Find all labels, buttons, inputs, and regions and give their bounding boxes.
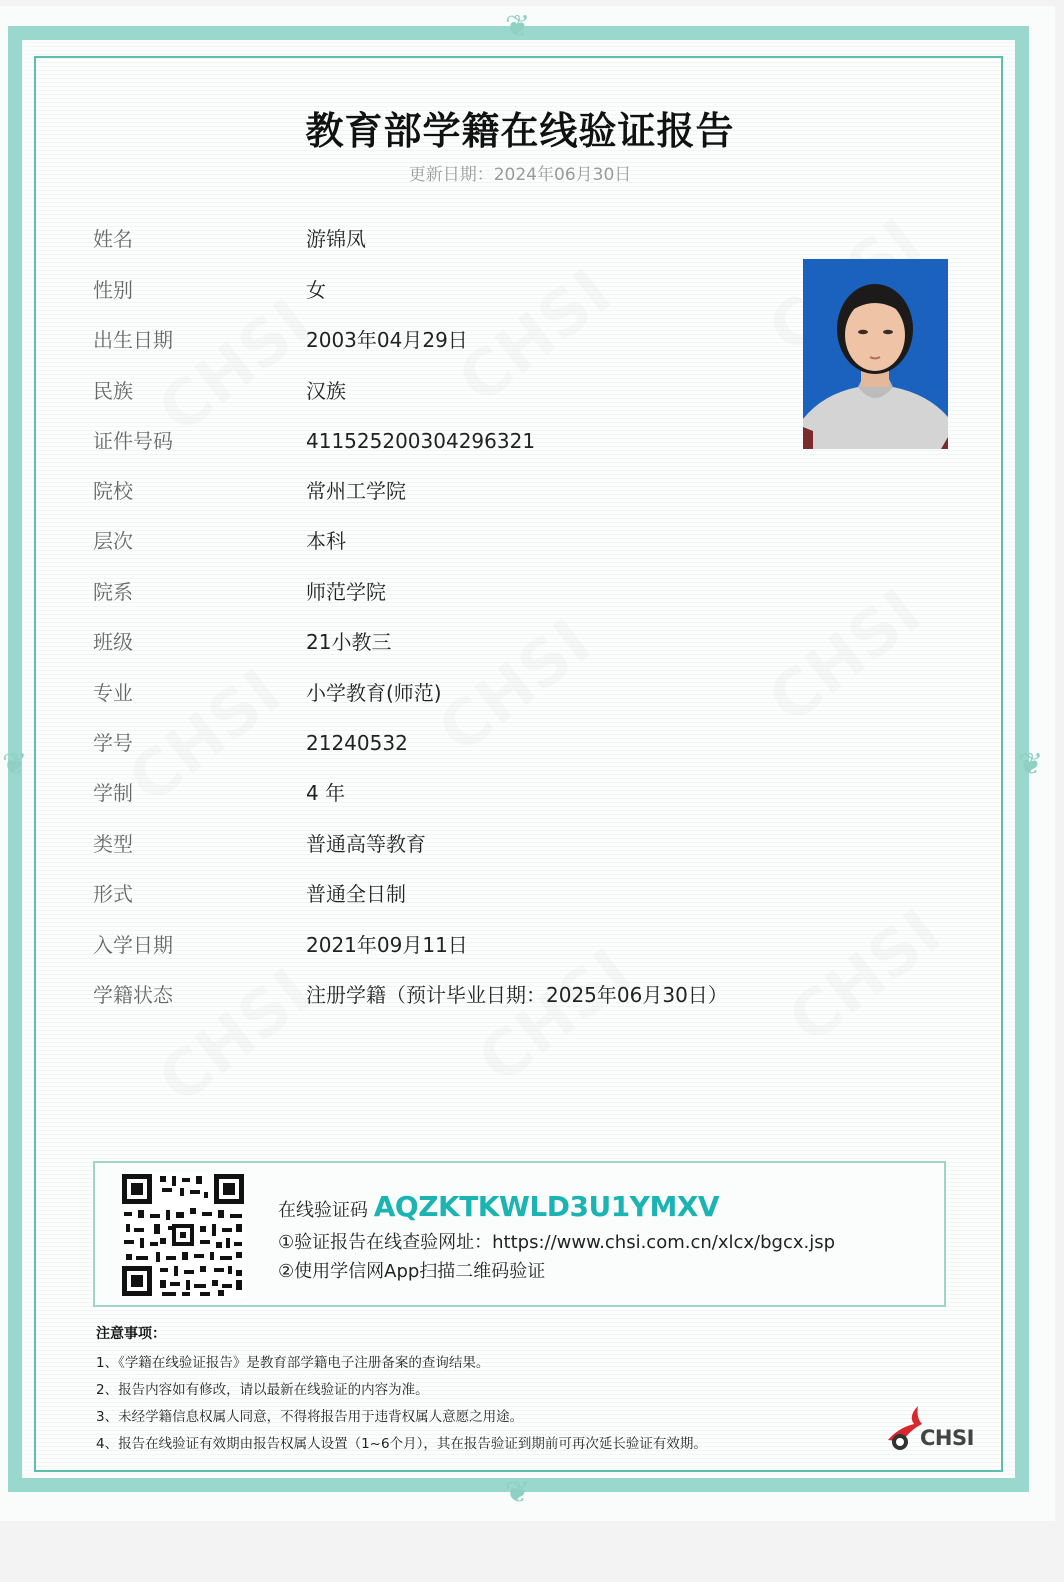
chsi-logo-text: CHSI [920,1426,974,1450]
field-label: 院系 [93,580,133,604]
field-label: 民族 [93,379,133,403]
field-value: 师范学院 [306,580,386,604]
verification-app-line: ②使用学信网App扫描二维码验证 [278,1261,546,1282]
field-label: 性别 [93,278,133,302]
field-value: 4 年 [306,781,346,805]
note-item: 3、未经学籍信息权属人同意，不得将报告用于违背权属人意愿之用途。 [96,1409,524,1425]
update-date: 更新日期：2024年06月30日 [408,165,632,185]
verification-code-label: 在线验证码 [278,1200,368,1221]
field-value: 普通高等教育 [306,832,426,856]
field-value: 21小教三 [306,630,392,654]
top-crest-ornament: ❦ [505,9,531,44]
field-label: 姓名 [93,227,133,251]
field-label: 出生日期 [93,328,173,352]
student-photo [803,259,948,449]
field-value: 本科 [306,529,346,553]
field-label: 学制 [93,781,133,805]
qr-code[interactable] [120,1172,246,1298]
verification-code-line [278,1190,719,1223]
field-value: 女 [306,278,326,302]
note-item: 1、《学籍在线验证报告》是教育部学籍电子注册备案的查询结果。 [96,1355,490,1371]
field-label: 专业 [93,681,133,705]
field-label: 班级 [93,630,133,654]
left-crest-ornament: ❦ [2,747,28,782]
field-value: 小学教育(师范) [306,681,442,705]
note-item: 4、报告在线验证有效期由报告权属人设置（1~6个月），其在报告验证到期前可再次延长验证有效期。 [96,1436,707,1452]
field-label: 入学日期 [93,933,173,957]
field-value: 普通全日制 [306,882,406,906]
note-item: 2、报告内容如有修改，请以最新在线验证的内容为准。 [96,1382,429,1398]
field-label: 形式 [93,882,133,906]
field-value: 2003年04月29日 [306,328,468,352]
right-crest-ornament: ❦ [1018,747,1044,782]
field-label: 院校 [93,479,133,503]
field-value: 汉族 [306,379,346,403]
field-label: 证件号码 [93,429,173,453]
verification-url-line[interactable]: ①验证报告在线查验网址：https://www.chsi.com.cn/xlcx/bgcx.jsp [278,1232,836,1253]
notes-title: 注意事项： [96,1326,166,1342]
bottom-crest-ornament: ❦ [505,1475,531,1510]
field-label: 层次 [93,529,133,553]
field-label: 学籍状态 [93,983,173,1007]
field-label: 类型 [93,832,133,856]
field-value: 21240532 [306,731,408,755]
field-value: 游锦凤 [306,227,366,251]
field-value: 411525200304296321 [306,429,536,453]
field-value: 常州工学院 [306,479,406,503]
field-value: 注册学籍（预计毕业日期：2025年06月30日） [306,983,728,1007]
field-value: 2021年09月11日 [306,933,468,957]
report-title: 教育部学籍在线验证报告 [305,109,735,153]
field-label: 学号 [93,731,133,755]
verification-code: AQZKTKWLD3U1YMXV [373,1190,720,1223]
